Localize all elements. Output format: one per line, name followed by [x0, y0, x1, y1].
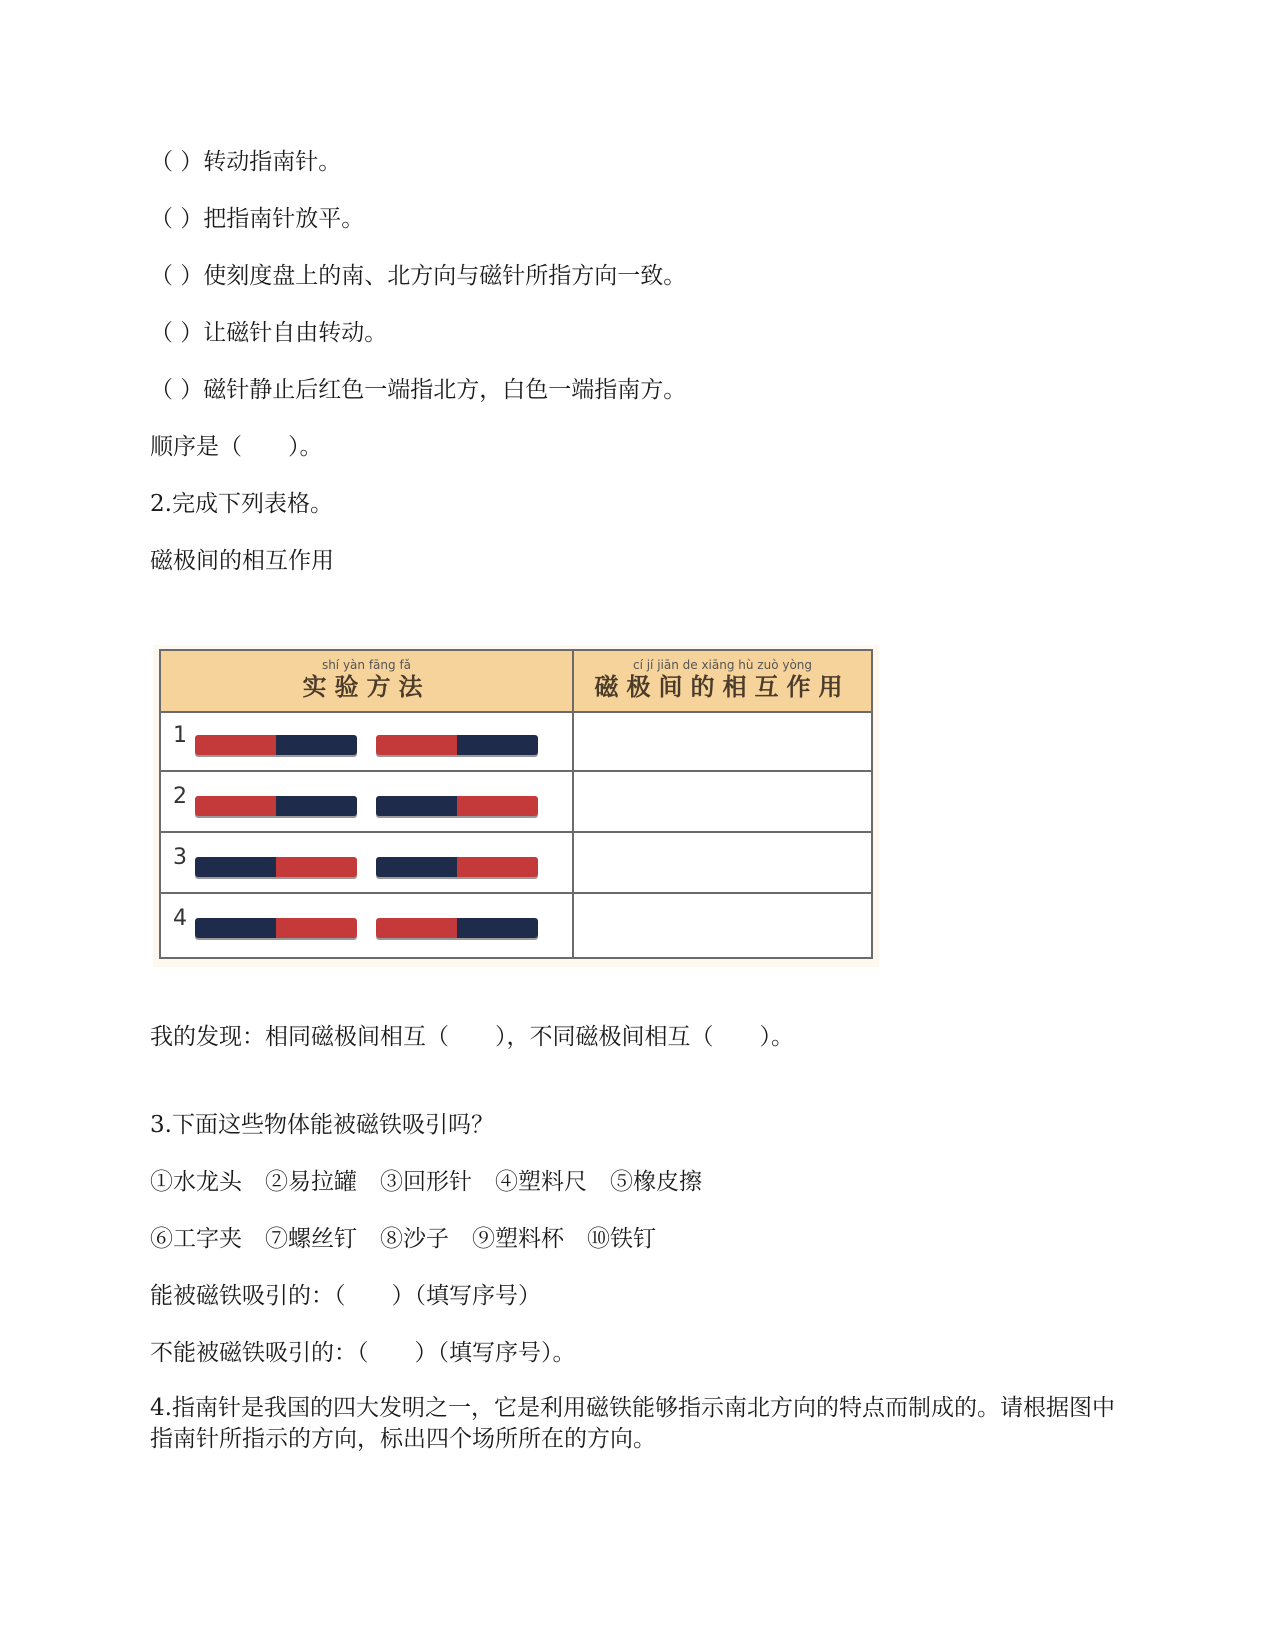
magnet-pole	[457, 735, 538, 755]
q1-step-5: （ ）磁针静止后红色一端指北方，白色一端指南方。	[150, 377, 687, 403]
magnet-pole	[457, 918, 538, 938]
magnet-pole	[457, 857, 538, 877]
bar-magnet-right	[376, 857, 538, 877]
q1-step-3: （ ）使刻度盘上的南、北方向与磁针所指方向一致。	[150, 263, 687, 289]
q3-items-row-1: ①水龙头 ②易拉罐 ③回形针 ④塑料尺 ⑤橡皮擦	[150, 1169, 702, 1195]
magnet-pole	[195, 735, 276, 755]
bar-magnet-left	[195, 796, 357, 816]
magnet-pole	[195, 918, 276, 938]
table-row	[161, 711, 871, 772]
magnet-pole	[376, 918, 457, 938]
magnet-pole	[195, 796, 276, 816]
magnet-pole	[457, 796, 538, 816]
answer-cell[interactable]	[574, 772, 871, 831]
bar-magnet-right	[376, 735, 538, 755]
magnet-table	[159, 649, 873, 959]
table-row	[161, 894, 871, 955]
header-method	[161, 651, 572, 711]
header-interaction-pinyin: cí jí jiān de xiāng hù zuò yòng	[632, 658, 813, 672]
table-row	[161, 833, 871, 894]
q3-not-attracted: 不能被磁铁吸引的：（ ）（填写序号）。	[150, 1340, 576, 1366]
header-method-text: 实验方法	[302, 672, 431, 701]
header-method-pinyin: shí yàn fāng fǎ	[321, 658, 412, 672]
row-number: 1	[173, 723, 187, 748]
q1-step-2: （ ）把指南针放平。	[150, 206, 365, 232]
q2-finding: 我的发现：相同磁极间相互（ ），不同磁极间相互（ ）。	[150, 1024, 794, 1050]
table-header	[161, 651, 871, 713]
bar-magnet-right	[376, 796, 538, 816]
answer-cell[interactable]	[574, 894, 871, 955]
bar-magnet-left	[195, 857, 357, 877]
table-column-divider	[572, 651, 574, 957]
answer-cell[interactable]	[574, 833, 871, 892]
magnet-pole	[376, 735, 457, 755]
row-number: 2	[173, 784, 187, 809]
magnet-pole	[276, 796, 357, 816]
q1-step-4: （ ）让磁针自由转动。	[150, 320, 388, 346]
q1-step-1: （ ）转动指南针。	[150, 149, 342, 175]
answer-cell[interactable]	[574, 711, 871, 770]
header-interaction-text: 磁极间的相互作用	[594, 672, 851, 701]
magnet-pole	[276, 735, 357, 755]
bar-magnet-left	[195, 918, 357, 938]
q3-title: 3.下面这些物体能被磁铁吸引吗？	[150, 1112, 494, 1138]
magnet-pole	[195, 857, 276, 877]
magnet-pole	[376, 857, 457, 877]
q4-text: 4.指南针是我国的四大发明之一，它是利用磁铁能够指示南北方向的特点而制成的。请根据图中指南针所指示的方向，标出四个场所所在的方向。	[150, 1395, 1115, 1452]
row-number: 3	[173, 845, 187, 870]
q2-title: 2.完成下列表格。	[150, 491, 333, 517]
header-interaction	[574, 651, 871, 711]
magnet-pole	[276, 918, 357, 938]
magnet-pole	[376, 796, 457, 816]
bar-magnet-right	[376, 918, 538, 938]
table-row	[161, 772, 871, 833]
q2-subtitle: 磁极间的相互作用	[150, 548, 334, 574]
q3-items-row-2: ⑥工字夹 ⑦螺丝钉 ⑧沙子 ⑨塑料杯 ⑩铁钉	[150, 1226, 656, 1252]
q3-attracted: 能被磁铁吸引的：（ ）（填写序号）	[150, 1283, 541, 1309]
bar-magnet-left	[195, 735, 357, 755]
q1-order: 顺序是（ ）。	[150, 434, 323, 460]
row-number: 4	[173, 906, 187, 931]
magnet-pole	[276, 857, 357, 877]
magnet-table-figure	[153, 645, 879, 967]
